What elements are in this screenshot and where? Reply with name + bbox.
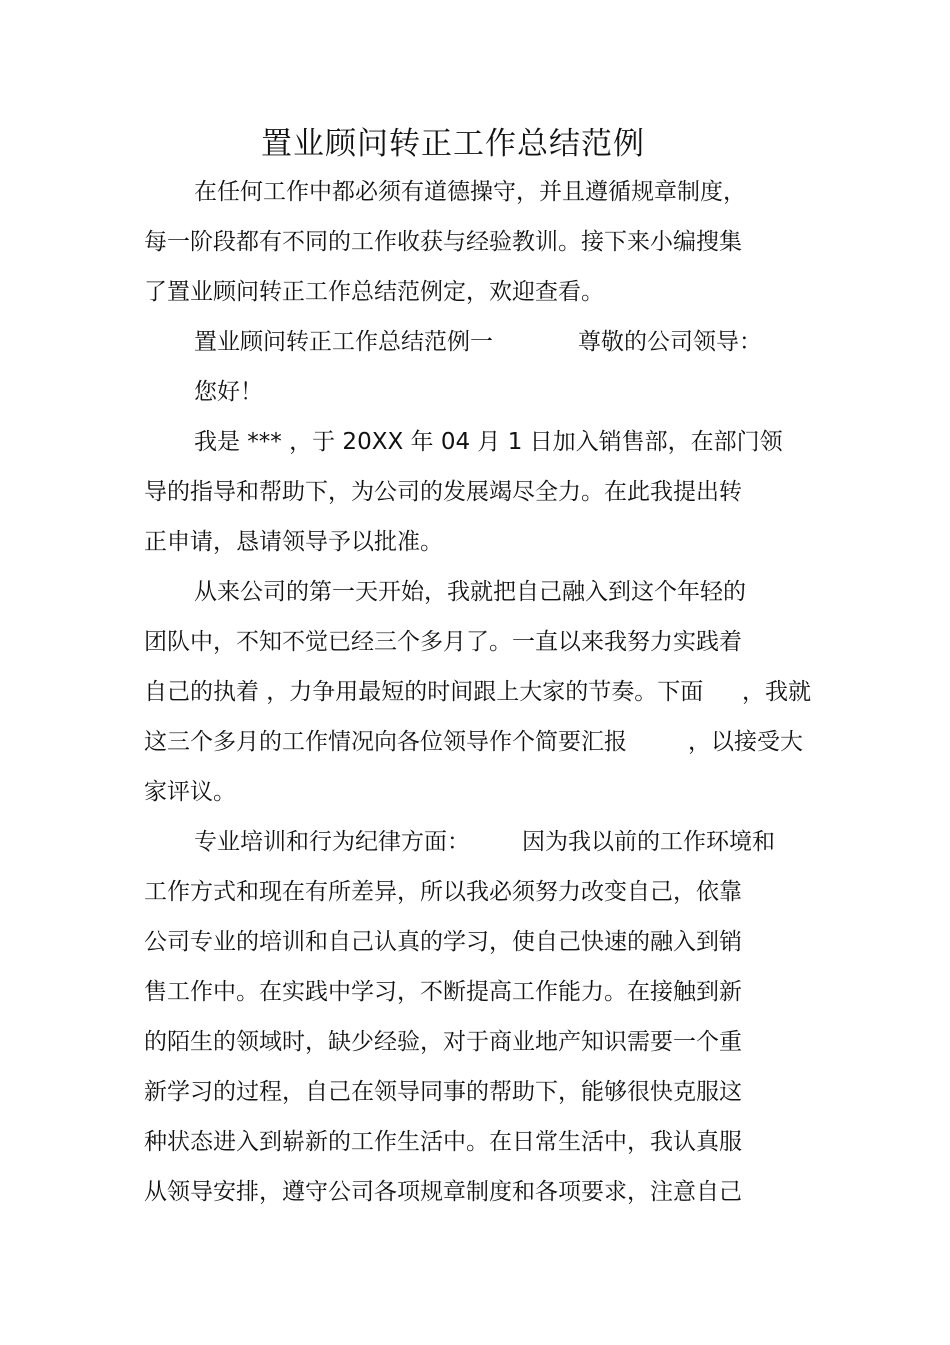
apply-line-1: 我是 *** ，于 20XX 年 04 月 1 日加入销售部，在部门领 [194, 429, 783, 455]
training-line-5: 的陌生的领域时，缺少经验，对于商业地产知识需要一个重 [144, 1029, 742, 1055]
team-line-3-right: ，我就 [742, 679, 811, 705]
section-heading: 置业顾问转正工作总结范例一 [194, 329, 493, 355]
training-line-4: 售工作中。在实践中学习，不断提高工作能力。在接触到新 [144, 979, 742, 1005]
apply-line-3: 正申请，恳请领导予以批准。 [144, 529, 443, 555]
training-line-2: 工作方式和现在有所差异，所以我必须努力改变自己，依靠 [144, 879, 742, 905]
training-line-3: 公司专业的培训和自己认真的学习，使自己快速的融入到销 [144, 929, 742, 955]
team-line-5: 家评议。 [144, 779, 236, 805]
training-line-7: 种状态进入到崭新的工作生活中。在日常生活中，我认真服 [144, 1129, 742, 1155]
training-line-1-right: 因为我以前的工作环境和 [522, 829, 775, 855]
team-line-1: 从来公司的第一天开始，我就把自己融入到这个年轻的 [194, 579, 746, 605]
greeting: 您好！ [194, 379, 263, 405]
intro-line-3: 了置业顾问转正工作总结范例定，欢迎查看。 [144, 279, 604, 305]
apply-line-2: 导的指导和帮助下，为公司的发展竭尽全力。在此我提出转 [144, 479, 742, 505]
document-title: 置业顾问转正工作总结范例 [261, 126, 645, 162]
intro-line-1: 在任何工作中都必须有道德操守，并且遵循规章制度， [194, 179, 746, 205]
team-line-3-left: 自己的执着 ，力争用最短的时间跟上大家的节奏。下面 [144, 679, 704, 705]
salutation: 尊敬的公司领导： [578, 329, 762, 355]
training-line-8: 从领导安排，遵守公司各项规章制度和各项要求，注意自己 [144, 1179, 742, 1205]
team-line-4-right: ，以接受大 [688, 729, 803, 755]
training-line-6: 新学习的过程，自己在领导同事的帮助下，能够很快克服这 [144, 1079, 742, 1105]
team-line-2: 团队中，不知不觉已经三个多月了。一直以来我努力实践着 [144, 629, 742, 655]
team-line-4-left: 这三个多月的工作情况向各位领导作个简要汇报 [144, 729, 627, 755]
intro-line-2: 每一阶段都有不同的工作收获与经验教训。接下来小编搜集 [144, 229, 742, 255]
training-heading: 专业培训和行为纪律方面： [194, 829, 470, 855]
